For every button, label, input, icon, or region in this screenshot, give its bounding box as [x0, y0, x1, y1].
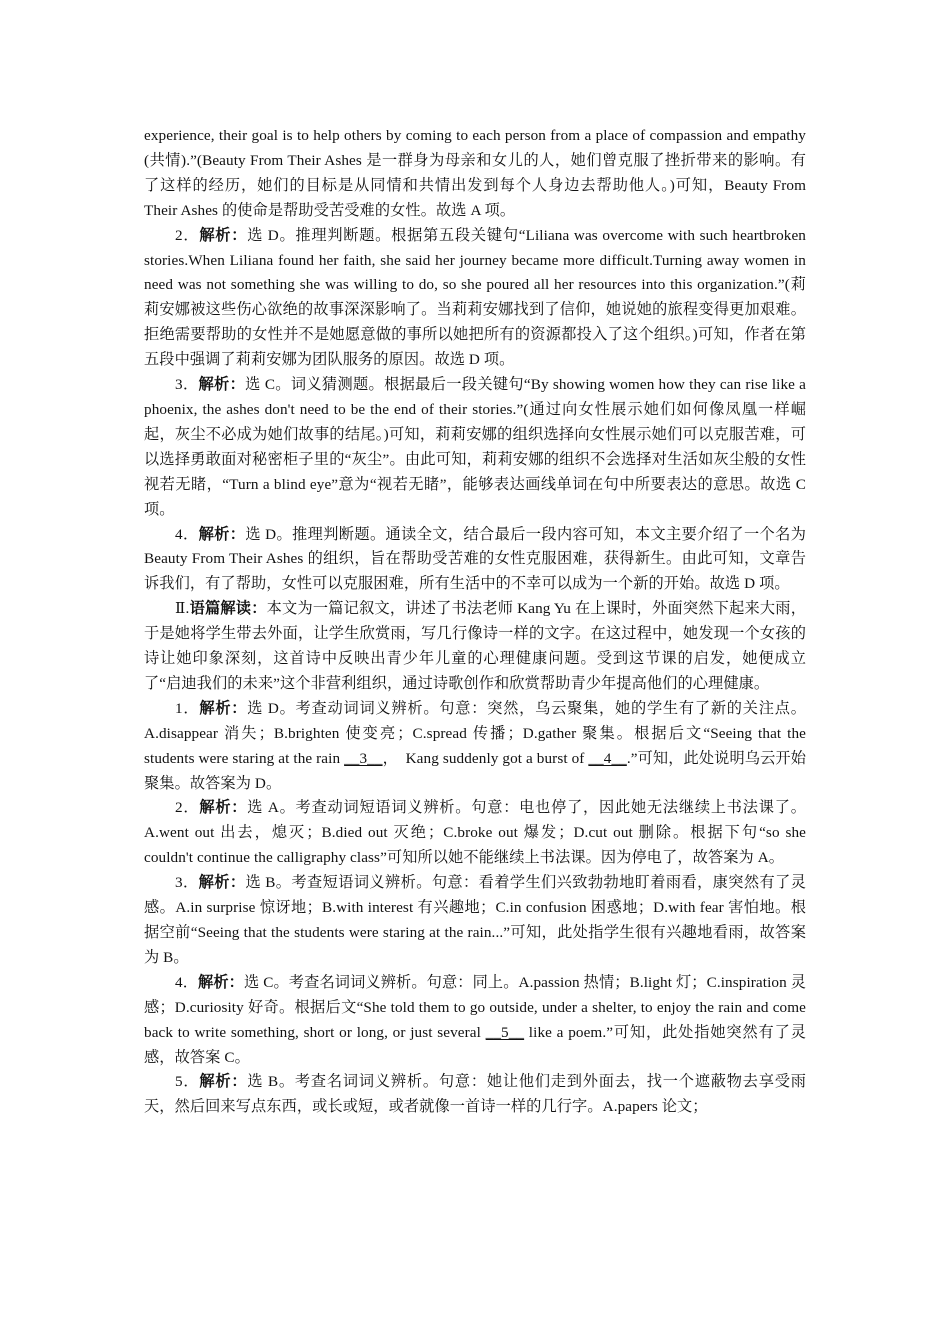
- text-run: 选 D。考查动词词义辨析。句意：突然，乌云聚集，她的学生有了新的关注点。A.disappear 消失；B.brighten 使变亮；C.spread 传播；D.gather 聚集。根据后文“Seeing that the students were staring at the rain: [144, 699, 806, 767]
- section-number: Ⅱ.: [175, 600, 190, 618]
- cloze-answer-5: [144, 1070, 806, 1120]
- analysis-label: 解析：: [199, 1073, 248, 1091]
- analysis-label: 解析：: [198, 525, 246, 543]
- answer-2: [144, 224, 806, 373]
- cloze-answer-2: [144, 796, 806, 871]
- question-number: 4．: [175, 525, 199, 543]
- cloze-answer-4: [144, 971, 806, 1071]
- text-run: 选 B。考查短语词义辨析。句意：看着学生们兴致勃勃地盯着雨看，康突然有了灵感。A.in surprise 惊讶地；B.with interest 有兴趣地；C.in confusion 困惑地；D.with fear 害怕地。根据空前“Seeing that the students were staring at the rain...”可知，此处指学生很有兴趣地看雨，故答案为 B。: [144, 874, 806, 966]
- paragraph-intro-continuation: [144, 124, 806, 224]
- text-run: 选 A。考查动词短语词义辨析。句意：电也停了，因此她无法继续上书法课了。A.went out 出去，熄灭；B.died out 灭绝；C.broke out 爆发；D.cut out 删除。根据下句“so she couldn't continue the calligraphy class”可知所以她不能继续上书法课。因为停电了，故答案为 A。: [144, 799, 806, 867]
- text-run: ， Kang suddenly got a burst of: [382, 749, 589, 767]
- text-run: 选 D。推理判断题。根据第五段关键句“Liliana was overcome with such heartbroken stories.When Liliana found her faith, she said her journey became more difficult.Turning away women in need was not something she was willing to do, so she poured all her resources into this organization.”(莉莉安娜被这些伤心欲绝的故事深深影响了。当莉莉安娜找到了信仰，她说她的旅程变得更加艰难。拒绝需要帮助的女性并不是她愿意做的事所以她把所有的资源都投入了这个组织。)可知，作者在第五段中强调了莉莉安娜为团队服务的原因。故选 D 项。: [144, 226, 807, 369]
- text-run: 选 D。推理判断题。通读全文，结合最后一段内容可知，本文主要介绍了一个名为 Beauty From Their Ashes 的组织，旨在帮助受苦难的女性克服困难，获得新生。由此可知，文章告诉我们，有了帮助，女性可以克服困难，所有生活中的不幸可以成为一个新的开始。故选 D 项。: [144, 525, 806, 593]
- question-number: 3．: [175, 874, 199, 892]
- text-run: experience, their goal is to help others by coming to each person from a place of compassion and empathy (共情).”(Beauty From Their Ashes 是一群身为母亲和女儿的人，她们曾克服了挫折带来的影响。有了这样的经历，她们的目标是从同情和共情出发到每个人身边去帮助他人。)可知，Beauty From Their Ashes 的使命是帮助受苦受难的女性。故选 A 项。: [144, 127, 806, 219]
- analysis-label: 解析：: [198, 376, 246, 394]
- cloze-answer-1: [144, 697, 806, 797]
- question-number: 3．: [175, 376, 199, 394]
- question-number: 2．: [175, 799, 200, 817]
- text-run: like a poem.”可知，此处指她突然有了灵感，故答案 C。: [144, 1023, 806, 1066]
- text-run: 选 B。考查名词词义辨析。句意：她让他们走到外面去，找一个遮蔽物去享受雨天，然后回来写点东西，或长或短，或者就像一首诗一样的几行字。A.papers 论文；: [144, 1073, 806, 1116]
- text-run: 选 C。考查名词词义辨析。句意：同上。A.passion 热情；B.light 灯；C.inspiration 灵感；D.curiosity 好奇。根据后文“She told them to go outside, under a shelter, to enjoy the rain and come back to write something, short or long, or just several: [144, 973, 806, 1041]
- blank-5: __5__: [485, 1023, 525, 1041]
- question-number: 5．: [175, 1073, 200, 1091]
- analysis-label: 解析：: [199, 226, 248, 244]
- text-run: 选 C。词义猜测题。根据最后一段关键句“By showing women how they can rise like a phoenix, the ashes don't need to be the end of their stories.”(通过向女性展示她们如何像凤凰一样崛起，灰尘不必成为她们故事的结尾。)可知，莉莉安娜的组织选择向女性展示她们可以克服苦难，可以选择勇敢面对秘密柜子里的“灰尘”。由此可知，莉莉安娜的组织不会选择对生活如灰尘般的女性视若无睹，“Turn a blind eye”意为“视若无睹”，能够表达画线单词在句中所要表达的意思。故选 C 项。: [144, 376, 806, 518]
- text-run: .”可知，此处说明乌云开始聚集。故答案为 D。: [144, 749, 806, 792]
- answer-4: [144, 523, 806, 598]
- analysis-label: 解析：: [199, 699, 248, 717]
- passage-summary: [144, 597, 806, 697]
- analysis-label: 解析：: [198, 973, 244, 991]
- answer-3: [144, 373, 806, 522]
- summary-label: 语篇解读：: [189, 600, 267, 618]
- question-number: 4．: [175, 973, 199, 991]
- text-run: 本文为一篇记叙文，讲述了书法老师 Kang Yu 在上课时，外面突然下起来大雨，于是她将学生带去外面，让学生欣赏雨，写几行像诗一样的文字。在这过程中，她发现一个女孩的诗让她印象深刻，这首诗中反映出青少年儿童的心理健康问题。受到这节课的启发，她便成立了“启迪我们的未来”这个非营利组织，通过诗歌创作和欣赏帮助青少年提高他们的心理健康。: [144, 600, 807, 692]
- analysis-label: 解析：: [198, 874, 246, 892]
- document-page: [144, 124, 806, 1120]
- blank-4: __4__: [588, 749, 627, 767]
- blank-3: __3__: [344, 749, 383, 767]
- question-number: 2．: [175, 226, 200, 244]
- analysis-label: 解析：: [199, 799, 248, 817]
- question-number: 1．: [175, 699, 200, 717]
- cloze-answer-3: [144, 871, 806, 971]
